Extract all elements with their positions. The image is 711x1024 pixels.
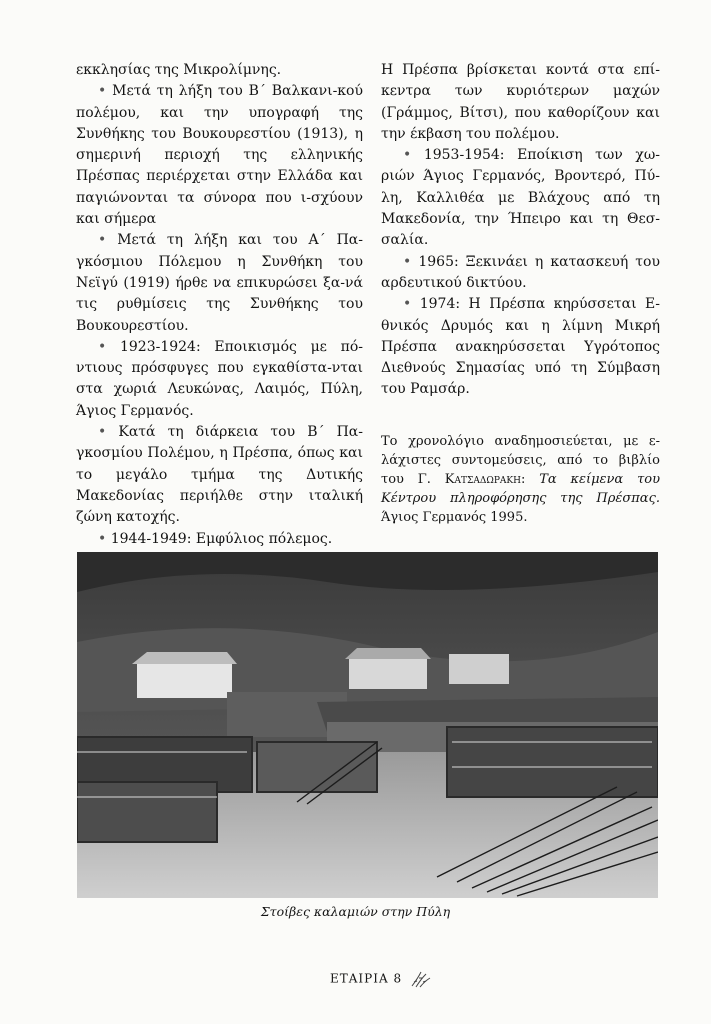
left-text-column [76,60,363,550]
bullet-paragraph: • 1953-1954: Εποίκιση των χω-ριών Άγιος Γερμανός, Βροντερό, Πύ-λη, Καλλιθέα με Βλάχους από τη Μακεδονία, την Ήπειρο και τη Θεσ-σαλία. [381,145,660,251]
reed-stacks-photo [77,552,658,898]
photo-caption: Στοίβες καλαμιών στην Πύλη [260,904,451,919]
bullet-paragraph: • 1974: Η Πρέσπα κηρύσσεται Ε-θνικός Δρυμός και η λίμνη Μικρή Πρέσπα ανακηρύσσεται Υγρότοπος Διεθνούς Σημασίας υπό τη Σύμβαση του Ραμσάρ. [381,294,660,400]
bullet-paragraph: • 1944-1949: Εμφύλιος πόλεμος. [76,529,363,550]
bullet-paragraph: • 1923-1924: Εποικισμός με πό-ντιους πρόσφυγες που εγκαθίστα-νται στα χωριά Λευκώνας, Λαιμός, Πύλη, Άγιος Γερμανός. [76,337,363,422]
page-number: 8 [393,971,403,986]
photo-illustration [77,552,658,898]
bullet-paragraph: • Μετά τη λήξη και του Α΄ Πα-γκόσμιου Πόλεμου η Συνθήκη του Νεϊγύ (1919) ήρθε να επικυρώσει ξα-νά τις ρυθμίσεις της Συνθήκης του Βουκουρεστίου. [76,230,363,336]
page-footer [330,970,432,988]
paragraph: εκκλησίας της Μικρολίμνης. [76,62,282,78]
right-text-column [381,60,660,401]
source-note-text: Το χρονολόγιο αναδημοσιεύεται, με ε-λάχιστες συντομεύσεις, από το βιβλίο του Γ. [381,434,660,487]
bullet-paragraph: • Κατά τη διάρκεια του Β΄ Πα-γκοσμίου Πολέμου, η Πρέσπα, όπως και το μεγάλο τμήμα της Δυτικής Μακεδονίας περιήλθε στην ιταλική ζώνη κατοχής. [76,422,363,528]
source-note-place-year: Άγιος Γερμανός 1995. [381,510,528,525]
bullet-paragraph: • 1965: Ξεκινάει η κατασκευή του αρδευτικού δικτύου. [381,252,660,295]
reed-ornament-icon [410,970,432,988]
source-note-author: Κατσαδωρακη: [444,472,526,487]
paragraph: Η Πρέσπα βρίσκεται κοντά στα επί-κεντρα των κυριότερων μαχών (Γράμμος, Βίτσι), που καθορίζουν και την έκβαση του πολέμου. [381,62,660,142]
source-note-book: Τα κείμενα του Κέντρου πληροφόρησης της Πρέσπας. [381,472,660,506]
source-note [381,432,660,527]
footer-label: ΕΤΑΙΡΙΑ [330,971,389,986]
bullet-paragraph: • Μετά τη λήξη του Β΄ Βαλκανι-κού πολέμου, και την υπογραφή της Συνθήκης του Βουκουρεστίου (1913), η σημερινή περιοχή της ελληνικής Πρέσπας περιέρχεται στην Ελλάδα και παγιώνονται τα σύνορα που ι-σχύουν και σήμερα [76,81,363,230]
